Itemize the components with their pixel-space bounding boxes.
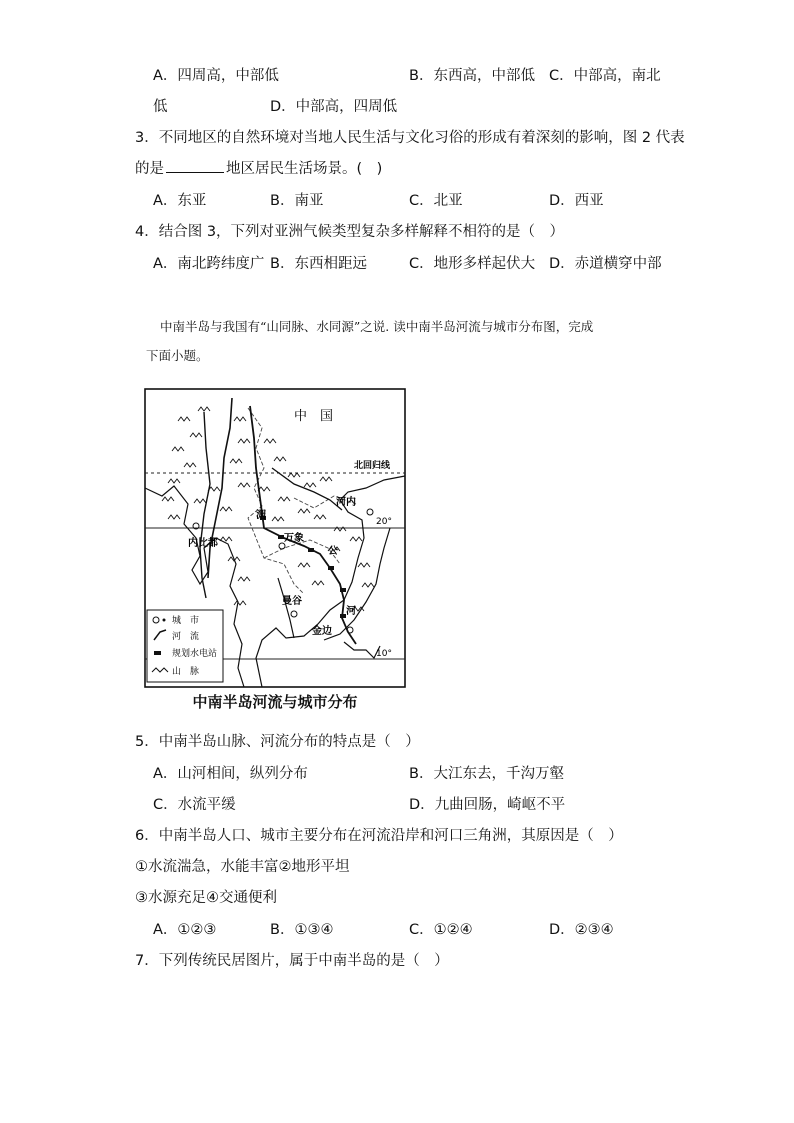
legend-hydropower-label: 规划水电站 [172,649,218,659]
q6-choices-line2: ③水源充足④交通便利 [135,890,277,906]
q2-option-d: D．中部高，四周低 [270,99,398,115]
q2-option-b: B．东西高，中部低 [409,68,535,84]
q2-option-a: A．四周高，中部低 [153,68,279,84]
q6-option-b: B．①③④ [270,922,334,938]
q3-option-a: A．东亚 [153,193,207,209]
q5-option-b: B．大江东去，千沟万壑 [409,766,564,782]
q6-option-c: C．①②④ [409,922,473,938]
q3-stem-line1: 3．不同地区的自然环境对当地人民生活与文化习俗的形成有着深刻的影响，图 2 代表 [135,130,685,146]
bangkok-label: 曼谷 [282,596,302,607]
passage-intro-line2: 下面小题。 [146,348,209,363]
q6-choices-line1: ①水流湍急，水能丰富②地形平坦 [135,859,350,875]
lat-20-label: 20° [376,517,392,527]
q5-option-c: C．水流平缓 [153,797,236,813]
phnom-penh-label: 金边 [312,626,332,637]
legend-city-symbol-dot [163,619,166,622]
q5-option-d: D．九曲回肠，崎岖不平 [409,797,566,813]
river-label-he: 河 [346,606,356,617]
q3-stem-post: 地区居民生活场景。( ) [226,161,383,177]
legend-river-label: 河 流 [172,632,200,642]
q4-option-b: B．东西相距远 [270,256,367,272]
river-label-gong: 公 [328,546,338,557]
q6-stem: 6．中南半岛人口、城市主要分布在河流沿岸和河口三角洲，其原因是（ ） [135,828,623,844]
hydropower-station [328,566,334,570]
q3-option-c: C．北亚 [409,193,463,209]
legend-city-label: 城 市 [172,616,200,626]
vientiane-label: 万象 [284,533,304,544]
q3-stem-pre: 的是 [135,161,164,177]
q4-stem: 4．结合图 3，下列对亚洲气候类型复杂多样解释不相符的是（ ） [135,224,565,240]
q3-stem-line2 [135,158,382,179]
tropic-label: 北回归线 [354,461,391,471]
naypyidaw-label: 内比都 [188,538,218,549]
hanoi-label: 河内 [336,497,356,508]
q3-option-b: B．南亚 [270,193,324,209]
hydropower-station [308,548,314,552]
map-caption: 中南半岛河流与城市分布 [192,693,358,711]
q2-option-c-continued: 低 [153,99,168,115]
lat-10-label: 10° [376,649,392,659]
indochina-river-city-map [144,388,406,688]
q6-option-d: D．②③④ [549,922,614,938]
legend-hydropower-symbol [154,651,161,655]
china-label: 中 国 [294,409,334,424]
hydropower-station [340,588,346,592]
q3-answer-blank [166,158,224,173]
q6-option-a: A．①②③ [153,922,217,938]
q7-stem: 7．下列传统民居图片，属于中南半岛的是（ ） [135,953,449,969]
q4-option-c: C．地形多样起伏大 [409,256,536,272]
q2-option-c: C．中部高，南北 [549,68,661,84]
legend-mountain-label: 山 脉 [172,667,200,677]
river-label-mei: 湄 [256,510,266,521]
q3-option-d: D．西亚 [549,193,604,209]
map-legend [147,610,223,682]
q4-option-d: D．赤道横穿中部 [549,256,662,272]
q4-option-a: A．南北跨纬度广 [153,256,265,272]
q5-stem: 5．中南半岛山脉、河流分布的特点是（ ） [135,734,420,750]
q5-option-a: A．山河相间，纵列分布 [153,766,308,782]
passage-intro-line1: 中南半岛与我国有“山同脉、水同源”之说. 读中南半岛河流与城市分布图，完成 [160,319,594,334]
